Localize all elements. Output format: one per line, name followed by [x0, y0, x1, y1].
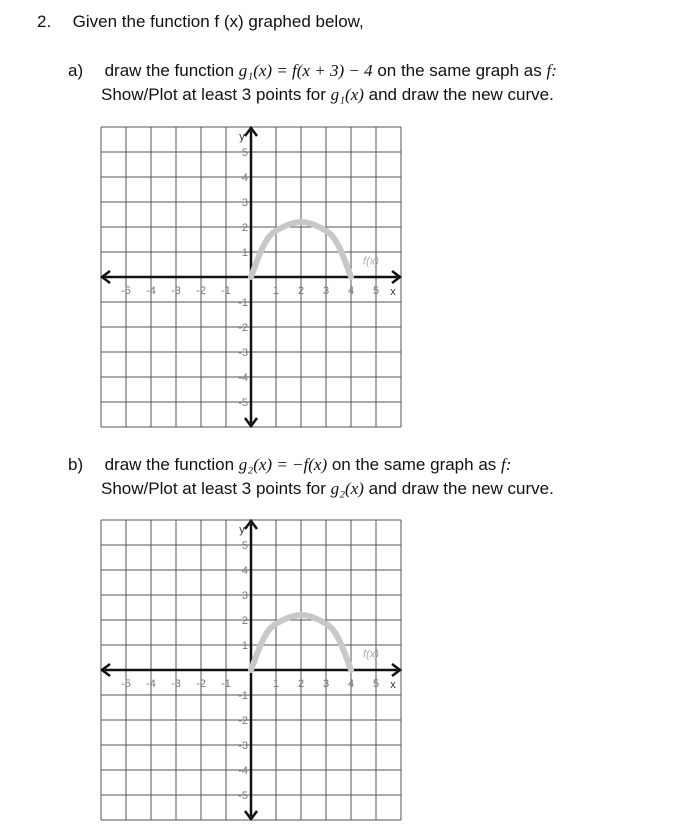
- y-tick-label: -3: [238, 347, 248, 359]
- part-a-line2: [101, 85, 554, 105]
- part-a-line1: [68, 61, 557, 81]
- y-tick-label: -1: [238, 690, 248, 702]
- y-tick-label: 1: [241, 640, 248, 652]
- y-tick-label: -5: [238, 397, 248, 409]
- part-a-function-math: g₁(x) = f(x + 3) − 4: [238, 61, 373, 80]
- x-tick-label: 3: [322, 678, 330, 690]
- y-axis-label: y: [239, 524, 245, 536]
- x-tick-label: -4: [146, 285, 156, 297]
- y-tick-label: 2: [241, 222, 248, 234]
- y-tick-label: 5: [241, 540, 248, 552]
- part-a-suffix: on the same graph as: [372, 61, 547, 80]
- part-a-line2-prefix: Show/Plot at least 3 points for: [101, 85, 331, 104]
- x-tick-label: 1: [272, 678, 280, 690]
- part-b-line2-prefix: Show/Plot at least 3 points for: [101, 479, 331, 498]
- problem-stem: Given the function f (x) graphed below,: [72, 12, 364, 31]
- part-b-function-math: g₂(x) = −f(x): [238, 455, 328, 474]
- problem-number: 2.: [37, 12, 52, 31]
- part-b-prefix: draw the function: [104, 455, 239, 474]
- curve-label: f(x): [363, 255, 379, 268]
- y-tick-label: 3: [241, 197, 248, 209]
- x-tick-label: -5: [121, 678, 131, 690]
- part-a-end-math: f:: [546, 61, 557, 80]
- y-tick-label: -4: [238, 372, 248, 384]
- x-axis-label: x: [390, 679, 396, 691]
- graph-part-a[interactable]: [96, 122, 406, 432]
- x-tick-label: -3: [171, 678, 181, 690]
- x-tick-label: 4: [347, 285, 355, 297]
- y-tick-label: -1: [238, 297, 248, 309]
- problem-stem-line: [37, 12, 364, 32]
- part-a-line2-suffix: and draw the new curve.: [363, 85, 554, 104]
- y-tick-label: 1: [241, 247, 248, 259]
- x-tick-label: 2: [297, 285, 305, 297]
- x-axis-label: x: [390, 286, 396, 298]
- y-tick-label: -5: [238, 790, 248, 802]
- curve-label: f(x): [363, 648, 379, 661]
- x-tick-label: 5: [372, 285, 380, 297]
- part-b-letter: b): [68, 455, 84, 474]
- part-a-prefix: draw the function: [104, 61, 239, 80]
- x-tick-label: 3: [322, 285, 330, 297]
- x-tick-label: -1: [221, 678, 231, 690]
- y-tick-label: 4: [241, 172, 248, 184]
- y-tick-label: 3: [241, 590, 248, 602]
- part-b-suffix: on the same graph as: [327, 455, 501, 474]
- y-tick-label: 2: [241, 615, 248, 627]
- y-tick-label: -2: [238, 322, 248, 334]
- x-tick-label: -5: [121, 285, 131, 297]
- x-tick-label: -4: [146, 678, 156, 690]
- x-tick-label: -3: [171, 285, 181, 297]
- y-tick-label: -4: [238, 765, 248, 777]
- y-axis-label: y: [239, 131, 245, 143]
- x-tick-label: -1: [221, 285, 231, 297]
- x-tick-label: -2: [196, 285, 206, 297]
- x-tick-label: 4: [347, 678, 355, 690]
- y-tick-label: 4: [241, 565, 248, 577]
- x-tick-label: -2: [196, 678, 206, 690]
- x-tick-label: 5: [372, 678, 380, 690]
- part-a-line2-math: g₁(x): [330, 85, 364, 104]
- graph-part-b[interactable]: [96, 515, 406, 825]
- part-b-line2-math: g₂(x): [330, 479, 364, 498]
- x-tick-label: 2: [297, 678, 305, 690]
- y-tick-label: 5: [241, 147, 248, 159]
- part-b-end-math: f:: [501, 455, 512, 474]
- part-b-line2-suffix: and draw the new curve.: [363, 479, 554, 498]
- x-tick-label: 1: [272, 285, 280, 297]
- part-a-letter: a): [68, 61, 84, 80]
- part-b-line1: [68, 455, 511, 475]
- y-tick-label: -3: [238, 740, 248, 752]
- part-b-line2: [101, 479, 554, 499]
- y-tick-label: -2: [238, 715, 248, 727]
